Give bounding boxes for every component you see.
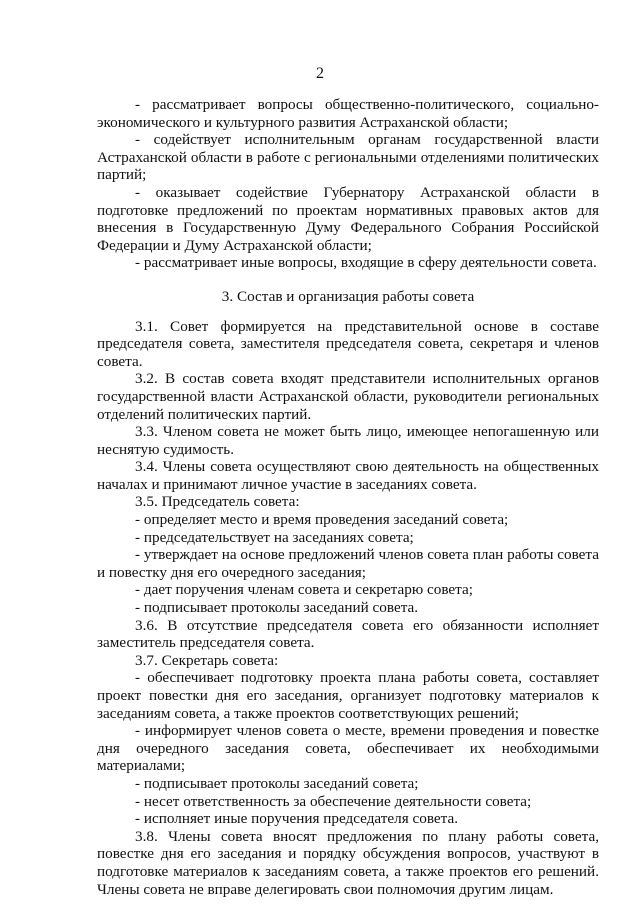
page-number: 2: [316, 65, 324, 82]
paragraph: 3.1. Совет формируется на представительной основе в составе председателя совета, заместителя председателя совета, секретаря и членов совета.: [97, 317, 599, 370]
list-item: - определяет место и время проведения заседаний совета;: [135, 511, 509, 529]
list-item: - председательствует на заседаниях совета;: [135, 528, 414, 546]
paragraph: - содействует исполнительным органам государственной власти Астраханской области в работе с региональными отделениями политических партий;: [97, 131, 599, 184]
paragraph: - рассматривает иные вопросы, входящие в сферу деятельности совета.: [135, 254, 597, 272]
paragraph: 3.6. В отсутствие председателя совета его обязанности исполняет заместитель председателя совета.: [97, 616, 599, 652]
list-item: - подписывает протоколы заседаний совета.: [135, 599, 419, 617]
paragraph: - рассматривает вопросы общественно-политического, социально-экономического и культурного развития Астраханской области;: [97, 96, 599, 131]
paragraph: 3.3. Членом совета не может быть лицо, имеющее непогашенную или неснятую судимость.: [97, 423, 599, 458]
list-item: - исполняет иные поручения председателя совета.: [135, 810, 459, 828]
section-heading: 3. Состав и организация работы совета: [221, 287, 475, 305]
document-body: [97, 96, 599, 898]
list-item: - подписывает протоколы заседаний совета;: [135, 774, 419, 792]
paragraph: - оказывает содействие Губернатору Астраханской области в подготовке предложений по проектам нормативных правовых актов для внесения в Государственную Думу Федерального Собрания Российской Федерации и Думу Астраханской области;: [97, 183, 599, 254]
paragraph: 3.8. Члены совета вносят предложения по плану работы совета, повестке дня его заседания и порядку обсуждения вопросов, участвуют в подготовке материалов к заседаниям совета, а также проектов его решений. Члены совета не вправе делегировать свои полномочия другим лицам.: [97, 827, 599, 898]
list-item: - несет ответственность за обеспечение деятельности совета;: [135, 792, 532, 810]
paragraph: 3.2. В состав совета входят представители исполнительных органов государственной власти Астраханской области, руководители региональных отделений политических партий.: [97, 370, 599, 423]
paragraph: 3.4. Члены совета осуществляют свою деятельность на общественных началах и принимают личное участие в заседаниях совета.: [97, 458, 599, 493]
list-item: - обеспечивает подготовку проекта плана работы совета, составляет проект повестки дня его заседания, организует подготовку материалов к заседаниям совета, а также проектов соответствующих решений;: [97, 669, 599, 722]
paragraph: 3.5. Председатель совета:: [135, 493, 300, 511]
list-item: - дает поручения членам совета и секретарю совета;: [135, 581, 473, 599]
paragraph: 3.7. Секретарь совета:: [135, 651, 279, 669]
list-item: - информирует членов совета о месте, времени проведения и повестке дня очередного заседания совета, обеспечивает их необходимыми материалами;: [97, 722, 599, 775]
list-item: - утверждает на основе предложений членов совета план работы совета и повестку дня его очередного заседания;: [97, 546, 599, 581]
